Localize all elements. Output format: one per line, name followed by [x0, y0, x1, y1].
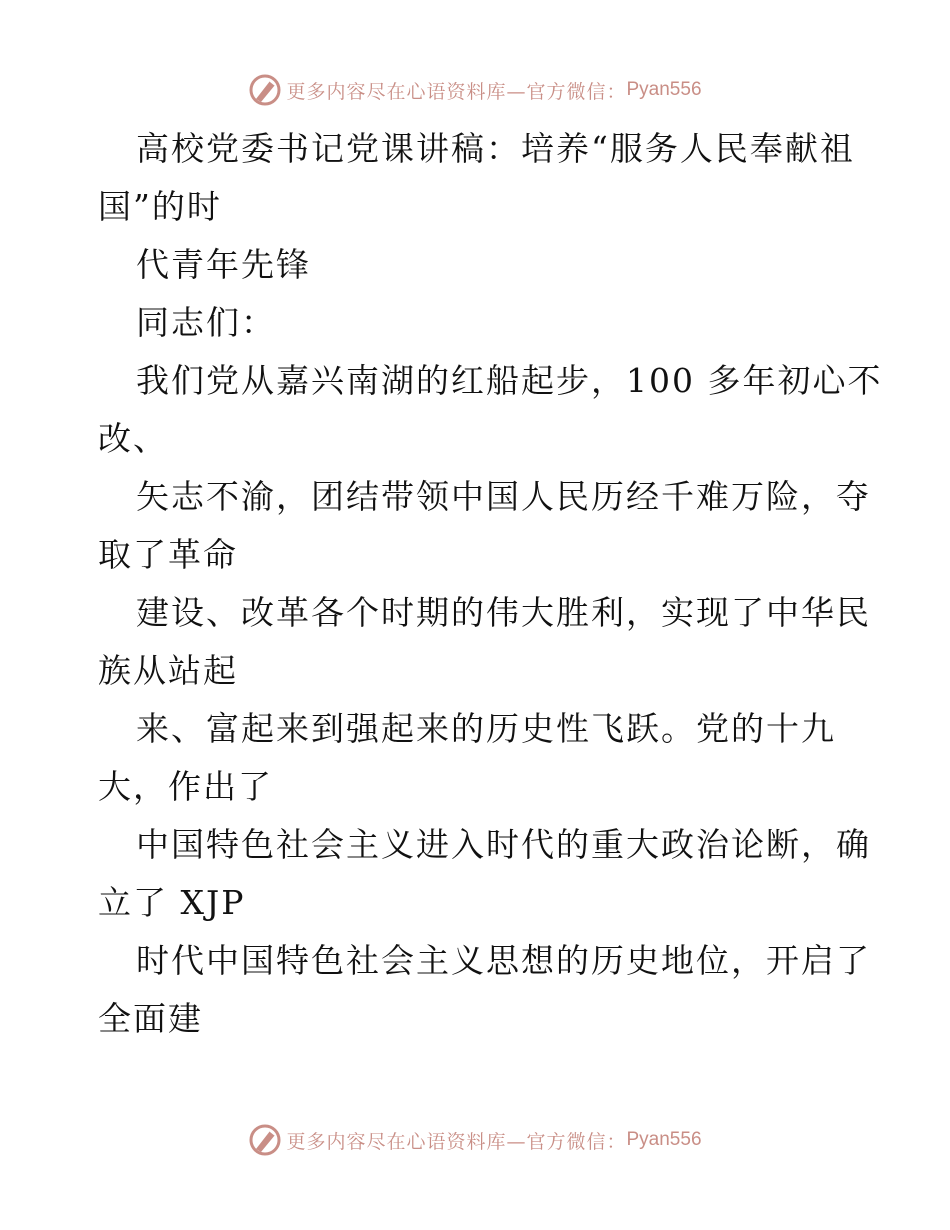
watermark-text: 更多内容尽在心语资料库—官方微信： — [286, 80, 627, 103]
watermark-wechat-id: Pyan556 — [626, 79, 702, 100]
text-line: 建设、改革各个时期的伟大胜利，实现了中华民 — [136, 593, 871, 632]
text-line: 全面建 — [98, 999, 203, 1038]
text-line: 代青年先锋 — [136, 245, 311, 284]
footer-watermark — [0, 1120, 950, 1160]
watermark-wechat-id: Pyan556 — [626, 1129, 702, 1150]
text-line: 大，作出了 — [98, 767, 273, 806]
text-line: 改、 — [98, 419, 168, 458]
text-line: 来、富起来到强起来的历史性飞跃。党的十九 — [136, 709, 836, 748]
text-line: 取了革命 — [98, 535, 238, 574]
pen-logo-icon — [248, 73, 282, 107]
text-line: 同志们： — [136, 303, 276, 342]
document-body — [98, 120, 883, 1048]
text-line: 时代中国特色社会主义思想的历史地位，开启了 — [136, 941, 871, 980]
text-line: 高校党委书记党课讲稿：培养“服务人民奉献祖 — [136, 129, 855, 168]
pen-logo-icon — [248, 1123, 282, 1157]
text-line: 矢志不渝，团结带领中国人民历经千难万险，夺 — [136, 477, 871, 516]
text-line: 族从站起 — [98, 651, 238, 690]
text-line: 国”的时 — [98, 187, 222, 226]
watermark-text: 更多内容尽在心语资料库—官方微信： — [286, 1130, 627, 1153]
text-line: 立了 XJP — [98, 883, 246, 922]
text-line: 我们党从嘉兴南湖的红船起步，100 多年初心不 — [136, 361, 883, 400]
header-watermark — [0, 70, 950, 110]
text-line: 中国特色社会主义进入时代的重大政治论断，确 — [136, 825, 871, 864]
